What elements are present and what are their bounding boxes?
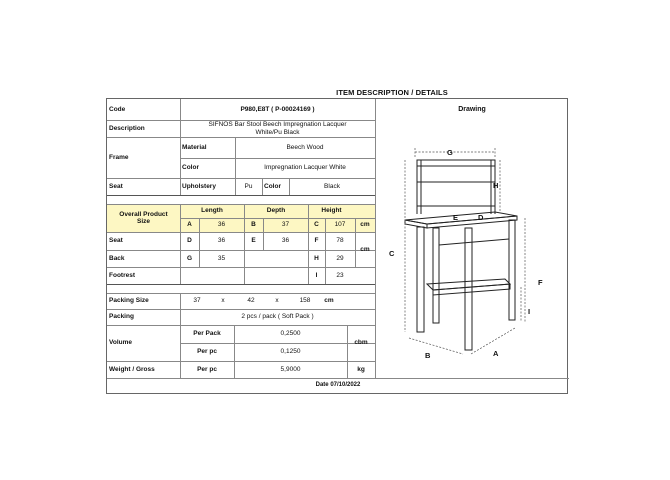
code-label: Code (109, 105, 126, 113)
seat-color-label: Color (264, 182, 281, 190)
leg-back-left (433, 228, 439, 323)
dim-h-value: 29 (336, 254, 344, 262)
material-value: Beech Wood (286, 143, 324, 151)
dim-line-b (409, 338, 463, 354)
weight-unit: kg (357, 365, 365, 373)
dim-e-value: 36 (281, 237, 290, 245)
packing-length: 37 (193, 297, 201, 305)
length-header: Length (201, 207, 223, 215)
footrest-label: Footrest (109, 271, 135, 279)
upholstery-value: Pu (244, 182, 253, 190)
seat-color-value: Black (324, 182, 340, 190)
height-header: Height (321, 207, 342, 215)
page-title: ITEM DESCRIPTION / DETAILS (336, 88, 448, 97)
weight-label: Weight / Gross (109, 365, 155, 373)
seat-label: Seat (109, 182, 123, 190)
drawing-letter-b: B (425, 351, 431, 360)
upholstery-label: Upholstery (182, 182, 216, 190)
backrest-panel (417, 182, 495, 206)
dim-f-value: 78 (336, 237, 344, 245)
weight-per-pc-label: Per pc (197, 365, 217, 373)
leg-front-right (465, 228, 472, 350)
drawing-letter-e: E (453, 213, 459, 222)
weight-value: 5,9000 (280, 365, 301, 373)
drawing-letter-f: F (538, 278, 543, 287)
dim-e-label: E (251, 237, 256, 245)
dim-d-value: 36 (217, 237, 226, 245)
volume-unit: cbm (354, 339, 368, 347)
back-dim-label: Back (109, 254, 125, 262)
packing-unit: cm (324, 297, 334, 305)
dim-a-label: A (187, 221, 192, 229)
drawing-letter-h: H (493, 181, 499, 190)
dim-b-value: 37 (281, 221, 290, 229)
volume-label: Volume (109, 339, 132, 347)
description-value: SIFNOS Bar Stool Beech Impregnation Lacquer White/Pu Black (208, 121, 347, 136)
backrest-top-rail (417, 160, 495, 166)
drawing-letter-d: D (478, 213, 484, 222)
leg-back-right (509, 220, 515, 320)
dim-b-label: B (251, 221, 256, 229)
dim-g-label: G (186, 254, 193, 262)
volume-per-pack-label: Per Pack (193, 330, 221, 338)
drawing-letter-g: G (447, 148, 453, 157)
description-label: Description (109, 124, 145, 132)
drawing-letter-i: I (528, 307, 531, 316)
packing-height: 158 (299, 297, 311, 305)
dim-h-label: H (314, 254, 319, 262)
upper-stretcher (439, 239, 509, 245)
seat-top (405, 212, 517, 224)
depth-header: Depth (266, 207, 286, 215)
frame-color-value: Impregnation Lacquer White (264, 164, 346, 172)
dim-c-label: C (314, 221, 319, 229)
date-label: Date 07/10/2022 (315, 382, 361, 389)
dim-g-value: 35 (217, 254, 226, 262)
volume-per-pc-value: 0,1250 (280, 348, 301, 356)
dim-d-label: D (187, 237, 192, 245)
frame-color-label: Color (182, 164, 199, 172)
seat-dim-label: Seat (109, 237, 123, 245)
code-value: P980,E8T ( P-00024169 ) (240, 105, 315, 113)
packing-width: 42 (247, 297, 255, 305)
leg-front-left (417, 227, 424, 332)
stool-drawing (375, 142, 565, 367)
dim-f-label: F (314, 237, 319, 245)
volume-per-pc-label: Per pc (197, 348, 217, 356)
seat-side-edge (427, 216, 517, 228)
dim-unit-seat: cm (360, 245, 370, 253)
overall-size-label: Overall Product Size (119, 210, 168, 225)
dim-a-value: 36 (217, 221, 226, 229)
packing-x1: x (221, 297, 225, 305)
volume-per-pack-value: 0,2500 (280, 330, 301, 338)
packing-x2: x (275, 297, 279, 305)
drawing-label: Drawing (458, 105, 486, 113)
frame-label: Frame (109, 153, 129, 161)
dim-unit-overall: cm (360, 221, 370, 229)
dim-i-label: I (315, 271, 318, 279)
packing-label: Packing (109, 313, 134, 321)
material-label: Material (182, 143, 207, 151)
drawing-letter-a: A (493, 349, 499, 358)
packing-value: 2 pcs / pack ( Soft Pack ) (241, 313, 314, 321)
packing-size-label: Packing Size (109, 297, 149, 305)
dim-i-value: 23 (336, 271, 344, 279)
dim-c-value: 107 (334, 221, 346, 229)
drawing-letter-c: C (389, 249, 395, 258)
